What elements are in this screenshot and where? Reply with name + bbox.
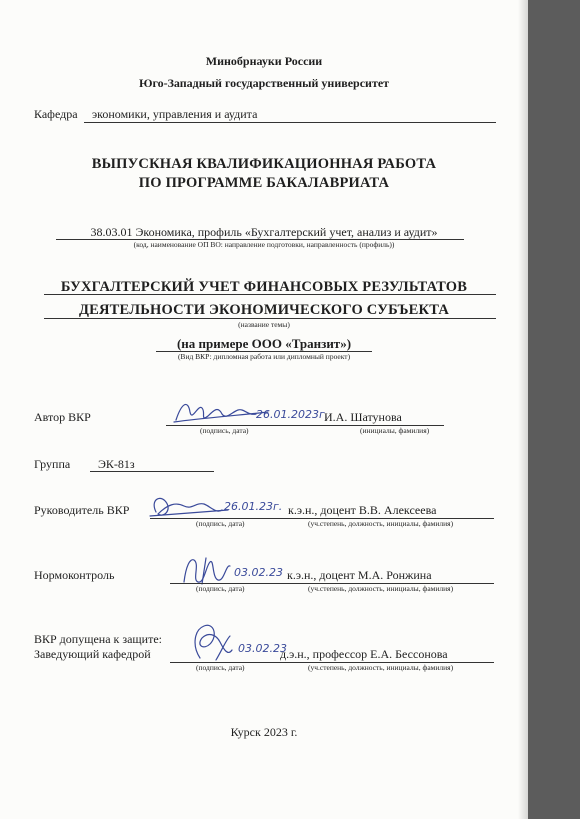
topic-underline2	[44, 318, 496, 319]
topic-line1: БУХГАЛТЕРСКИЙ УЧЕТ ФИНАНСОВЫХ РЕЗУЛЬТАТОВ	[60, 279, 468, 295]
normcontrol-label: Нормоконтроль	[34, 568, 115, 582]
group-underline	[90, 471, 214, 472]
normcontrol-caption-sign: (подпись, дата)	[196, 584, 245, 593]
author-caption-name: (инициалы, фамилия)	[360, 426, 430, 435]
department-value: экономики, управления и аудита	[92, 107, 258, 121]
topic-caption: (название темы)	[238, 320, 290, 329]
author-caption-sign: (подпись, дата)	[200, 426, 249, 435]
group-value: ЭК-81з	[98, 457, 135, 471]
normcontrol-date: 03.02.23	[234, 566, 283, 579]
normcontrol-caption-info: (уч.степень, должность, инициалы, фамилия)	[308, 584, 454, 593]
topic-line2: ДЕЯТЕЛЬНОСТИ ЭКОНОМИЧЕСКОГО СУБЪЕКТА	[78, 302, 450, 318]
author-date: 26.01.2023г.	[256, 408, 329, 421]
university-name: Юго-Западный государственный университет	[138, 76, 390, 90]
head-caption-info: (уч.степень, должность, инициалы, фамилия)	[308, 663, 454, 672]
author-label: Автор ВКР	[34, 410, 91, 424]
supervisor-caption-info: (уч.степень, должность, инициалы, фамилия)	[308, 519, 454, 528]
topic-subtitle: (на примере ООО «Транзит»)	[176, 336, 352, 351]
admission-line2: Заведующий кафедрой	[34, 647, 151, 661]
supervisor-caption-sign: (подпись, дата)	[196, 519, 245, 528]
author-signature	[172, 398, 329, 428]
head-value: д.э.н., профессор Е.А. Бессонова	[280, 647, 448, 661]
topic-underline1	[44, 294, 496, 295]
city-year: Курск 2023 г.	[230, 725, 298, 739]
supervisor-date: 26.01.23г.	[224, 500, 283, 513]
program-caption: (код, наименование ОП ВО: направление подготовки, направленность (профиль))	[133, 240, 395, 249]
ministry-name: Минобрнауки России	[205, 54, 323, 68]
scan-shadow	[518, 0, 528, 819]
supervisor-label: Руководитель ВКР	[34, 503, 130, 517]
group-label: Группа	[34, 457, 71, 471]
scan-edge	[528, 0, 580, 819]
program-value: 38.03.01 Экономика, профиль «Бухгалтерский учет, анализ и аудит»	[90, 225, 438, 239]
department-label: Кафедра	[34, 107, 78, 121]
supervisor-value: к.э.н., доцент В.В. Алексеева	[288, 503, 437, 517]
author-name: И.А. Шатунова	[324, 410, 402, 424]
admission-line1: ВКР допущена к защите:	[34, 632, 162, 646]
work-type-line1: ВЫПУСКНАЯ КВАЛИФИКАЦИОННАЯ РАБОТА	[91, 156, 437, 172]
topic-subtitle-caption: (Вид ВКР: дипломная работа или дипломный проект)	[177, 352, 351, 361]
department-underline	[84, 122, 496, 123]
head-date: 03.02.23	[238, 642, 287, 655]
work-type-line2: ПО ПРОГРАММЕ БАКАЛАВРИАТА	[138, 175, 390, 191]
head-caption-sign: (подпись, дата)	[196, 663, 245, 672]
normcontrol-value: к.э.н., доцент М.А. Ронжина	[287, 568, 432, 582]
